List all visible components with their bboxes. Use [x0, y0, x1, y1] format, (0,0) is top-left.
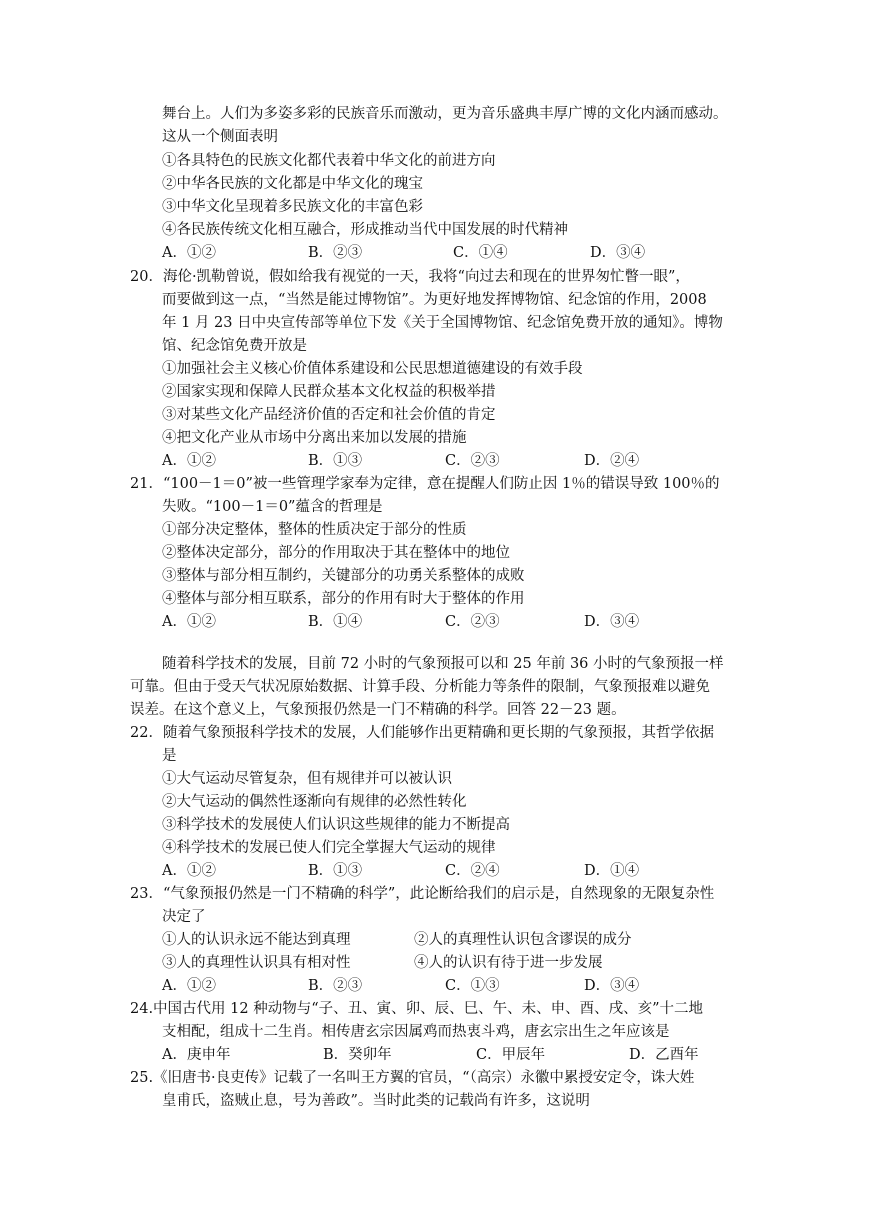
q20-option-c: C．②③: [445, 453, 500, 469]
q19-item-1: ①各具特色的民族文化都代表着中华文化的前进方向: [162, 153, 496, 169]
q20-stem-line-4: 馆、纪念馆免费开放是: [162, 338, 307, 354]
q24-stem-line-1: 24.中国古代用 12 种动物与“子、丑、寅、卯、辰、巳、午、未、申、酉、戌、亥”十二地: [130, 1001, 704, 1017]
q23-option-b: B．②③: [308, 978, 363, 994]
q19-option-a: A．①②: [162, 245, 216, 261]
q22-item-3: ③科学技术的发展使人们认识这些规律的能力不断提高: [162, 817, 510, 833]
q22-item-1: ①大气运动尽管复杂，但有规律并可以被认识: [162, 771, 452, 787]
q19-stem-line-1: 舞台上。人们为多姿多彩的民族音乐而激动，更为音乐盛典丰厚广博的文化内涵而感动。: [162, 106, 728, 122]
q24-stem-line-2: 支相配，组成十二生肖。相传唐玄宗因属鸡而热衷斗鸡，唐玄宗出生之年应该是: [162, 1024, 670, 1040]
q21-item-4: ④整体与部分相互联系，部分的作用有时大于整体的作用: [162, 591, 525, 607]
q21-item-3: ③整体与部分相互制约，关键部分的功勇关系整体的成败: [162, 568, 525, 584]
q21-item-2: ②整体决定部分，部分的作用取决于其在整体中的地位: [162, 545, 510, 561]
q19-item-2: ②中华各民族的文化都是中华文化的瑰宝: [162, 176, 423, 192]
q20-option-b: B．①③: [308, 453, 363, 469]
q23-option-d: D．③④: [584, 978, 640, 994]
q20-item-3: ③对某些文化产品经济价值的否定和社会价值的肯定: [162, 407, 496, 423]
q24-option-d: D．乙酉年: [629, 1047, 699, 1063]
q22-stem-line-2: 是: [162, 748, 177, 764]
q21-item-1: ①部分决定整体，整体的性质决定于部分的性质: [162, 522, 467, 538]
q22-option-c: C．②④: [445, 863, 500, 879]
q24-option-b: B．癸卯年: [323, 1047, 392, 1063]
q20-item-4: ④把文化产业从市场中分离出来加以发展的措施: [162, 430, 467, 446]
q23-option-c: C．①③: [445, 978, 500, 994]
passage-line-3: 误差。在这个意义上，气象预报仍然是一门不精确的科学。回答 22－23 题。: [130, 702, 626, 718]
q20-option-a: A．①②: [162, 453, 216, 469]
q22-item-2: ②大气运动的偶然性逐渐向有规律的必然性转化: [162, 794, 467, 810]
q19-option-c: C．①④: [453, 245, 508, 261]
q20-item-2: ②国家实现和保障人民群众基本文化权益的积极举措: [162, 384, 496, 400]
q20-stem-line-3: 年 1 月 23 日中央宣传部等单位下发《关于全国博物馆、纪念馆免费开放的通知》。博物: [162, 315, 723, 331]
q20-stem-line-2: 而要做到这一点，“当然是能过博物馆”。为更好地发挥博物馆、纪念馆的作用，2008: [162, 292, 707, 308]
q22-stem-line-1: 22．随着气象预报科学技术的发展，人们能够作出更精确和更长期的气象预报，其哲学依据: [130, 725, 714, 741]
q23-option-a: A．①②: [162, 978, 216, 994]
q20-option-d: D．②④: [584, 453, 640, 469]
q21-option-a: A．①②: [162, 614, 216, 630]
q25-stem-line-2: 皇甫氏，盗贼止息，号为善政”。当时此类的记载尚有许多，这说明: [162, 1093, 590, 1109]
q19-option-d: D．③④: [590, 245, 646, 261]
q19-item-4: ④各民族传统文化相互融合，形成推动当代中国发展的时代精神: [162, 222, 568, 238]
q21-option-d: D．③④: [584, 614, 640, 630]
q24-option-c: C．甲辰年: [476, 1047, 546, 1063]
q23-item-1: ①人的认识永远不能达到真理: [162, 932, 351, 948]
q22-option-b: B．①③: [308, 863, 363, 879]
q21-option-b: B．①④: [308, 614, 363, 630]
q22-option-a: A．①②: [162, 863, 216, 879]
q19-stem-line-2: 这从一个侧面表明: [162, 129, 278, 145]
q23-item-3: ③人的真理性认识具有相对性: [162, 955, 351, 971]
q20-stem-line-1: 20．海伦·凯勒曾说，假如给我有视觉的一天，我将“向过去和现在的世界匆忙瞥一眼”，: [130, 269, 690, 285]
passage-line-1: 随着科学技术的发展，目前 72 小时的气象预报可以和 25 年前 36 小时的气象预报一样: [162, 656, 724, 672]
q19-item-3: ③中华文化呈现着多民族文化的丰富色彩: [162, 199, 423, 215]
q24-option-a: A．庚申年: [162, 1047, 231, 1063]
q23-stem-line-2: 决定了: [162, 909, 206, 925]
q21-stem-line-2: 失败。“100－1＝0”蕴含的哲理是: [162, 499, 383, 515]
q22-item-4: ④科学技术的发展已使人们完全掌握大气运动的规律: [162, 840, 496, 856]
q23-item-2: ②人的真理性认识包含谬误的成分: [414, 932, 632, 948]
passage-line-2: 可靠。但由于受天气状况原始数据、计算手段、分析能力等条件的限制，气象预报难以避免: [130, 679, 710, 695]
q23-stem-line-1: 23．“气象预报仍然是一门不精确的科学”，此论断给我们的启示是，自然现象的无限复杂性: [130, 886, 715, 902]
q20-item-1: ①加强社会主义核心价值体系建设和公民思想道德建设的有效手段: [162, 361, 583, 377]
q22-option-d: D．①④: [584, 863, 640, 879]
q25-stem-line-1: 25.《旧唐书·良吏传》记载了一名叫王方翼的官员，“（高宗）永徽中累授安定令，诛大姓: [130, 1070, 695, 1086]
q21-stem-line-1: 21．“100－1＝0”被一些管理学家奉为定律，意在提醒人们防止因 1％的错误导致 100％的: [130, 476, 720, 492]
q19-option-b: B．②③: [308, 245, 363, 261]
q23-item-4: ④人的认识有待于进一步发展: [414, 955, 603, 971]
q21-option-c: C．②③: [445, 614, 500, 630]
